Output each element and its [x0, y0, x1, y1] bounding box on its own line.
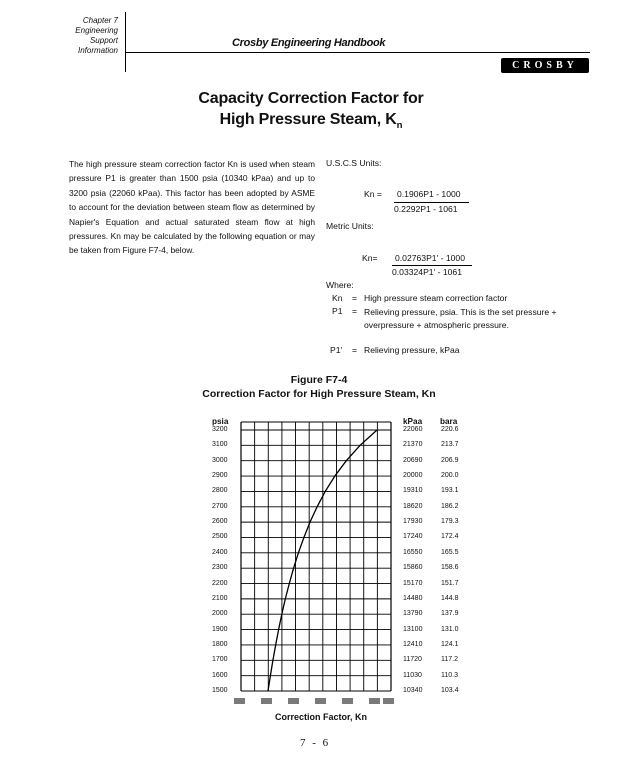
uscs-denominator: 0.2292P1 - 1061: [394, 202, 469, 214]
def-symbol: Kn: [332, 293, 343, 303]
x-marker: [288, 698, 299, 704]
psia-tick-label: 2400: [212, 548, 228, 556]
psia-tick-label: 3100: [212, 441, 228, 449]
bara-tick-label: 213.7: [441, 441, 459, 449]
bara-tick-label: 200.0: [441, 472, 459, 480]
psia-unit-label: psia: [212, 417, 229, 426]
chapter-line: Chapter 7: [82, 16, 118, 25]
chapter-line: Support: [89, 36, 118, 45]
psia-tick-label: 2000: [212, 610, 228, 618]
bara-tick-label: 172.4: [441, 533, 459, 541]
metric-denominator: 0.03324P1' - 1061: [392, 265, 472, 277]
psia-tick-label: 3000: [212, 456, 228, 464]
def-equals: =: [352, 293, 358, 303]
bara-tick-label: 103.4: [441, 687, 459, 694]
def-equals: =: [352, 306, 358, 316]
psia-tick-label: 1700: [212, 656, 228, 664]
bara-tick-label: 220.6: [441, 426, 459, 433]
kpaa-tick-label: 17240: [403, 533, 423, 541]
crosby-logo: CROSBY: [501, 58, 589, 73]
x-marker: [315, 698, 326, 704]
title-subscript: n: [396, 120, 403, 132]
x-marker: [261, 698, 272, 704]
psia-tick-label: 3200: [212, 426, 228, 433]
psia-tick-label: 2100: [212, 594, 228, 602]
def-text: Relieving pressure, psia. This is the set pressure + overpressure + atmospheric pressure.: [364, 307, 557, 330]
x-marker: [342, 698, 353, 704]
kpaa-tick-label: 12410: [403, 640, 423, 648]
kpaa-tick-label: 15170: [403, 579, 423, 587]
metric-numerator: 0.02763P1' - 1000: [395, 253, 465, 263]
def-text: High pressure steam correction factor: [364, 293, 508, 303]
bara-tick-label: 117.2: [441, 656, 458, 664]
bara-tick-label: 206.9: [441, 456, 459, 464]
psia-tick-label: 2800: [212, 487, 228, 495]
kpaa-tick-label: 13790: [403, 610, 423, 618]
def-text: Relieving pressure, kPaa: [364, 345, 460, 355]
psia-tick-label: 1800: [212, 640, 228, 648]
page-number: 7 - 6: [300, 737, 331, 749]
metric-lhs: Kn=: [362, 253, 378, 263]
chapter-line: Information: [77, 46, 118, 55]
bara-tick-label: 165.5: [441, 548, 459, 556]
bara-tick-label: 131.0: [441, 625, 459, 633]
kpaa-tick-label: 13100: [403, 625, 423, 633]
kpaa-tick-label: 19310: [403, 487, 423, 495]
x-marker: [369, 698, 380, 704]
kpaa-tick-label: 11030: [403, 671, 422, 679]
kpaa-tick-label: 16550: [403, 548, 423, 556]
uscs-numerator: 0.1906P1 - 1000: [397, 189, 461, 199]
def-symbol: P1': [330, 345, 343, 355]
bara-unit-label: bara: [440, 417, 458, 426]
kpaa-tick-label: 18620: [403, 502, 423, 510]
title-line-2-text: High Pressure Steam, K: [219, 111, 397, 128]
title-line-1: Capacity Correction Factor for: [198, 90, 424, 107]
x-marker: [234, 698, 245, 704]
def-symbol: P1: [332, 306, 343, 316]
where-label: Where:: [326, 280, 354, 290]
psia-tick-label: 1500: [212, 687, 228, 694]
handbook-title: Crosby Engineering Handbook: [232, 37, 386, 49]
x-marker: [383, 698, 394, 704]
kpaa-tick-label: 20000: [403, 472, 423, 480]
chapter-line: Engineering: [75, 26, 118, 35]
psia-tick-label: 2300: [212, 564, 228, 572]
figure-number: Figure F7-4: [290, 374, 348, 386]
bara-tick-label: 186.2: [441, 502, 459, 510]
bara-tick-label: 110.3: [441, 671, 458, 679]
bara-tick-label: 124.1: [441, 640, 459, 648]
bara-tick-label: 137.9: [441, 610, 459, 618]
bara-tick-label: 193.1: [441, 487, 459, 495]
bara-tick-label: 151.7: [441, 579, 459, 587]
def-equals: =: [352, 345, 358, 355]
kpaa-tick-label: 14480: [403, 594, 423, 602]
kpaa-unit-label: kPaa: [403, 417, 423, 426]
psia-tick-label: 2900: [212, 472, 228, 480]
kpaa-tick-label: 10340: [403, 687, 423, 694]
metric-label: Metric Units:: [326, 221, 374, 231]
kpaa-tick-label: 22060: [403, 426, 423, 433]
bara-tick-label: 144.8: [441, 594, 459, 602]
kpaa-tick-label: 11720: [403, 656, 422, 664]
bara-tick-label: 179.3: [441, 518, 459, 526]
bara-tick-label: 158.6: [441, 564, 459, 572]
kpaa-tick-label: 15860: [403, 564, 423, 572]
psia-tick-label: 2500: [212, 533, 228, 541]
psia-tick-label: 1900: [212, 625, 228, 633]
psia-tick-label: 1600: [212, 671, 228, 679]
uscs-lhs: Kn =: [364, 189, 382, 199]
kpaa-tick-label: 20690: [403, 456, 423, 464]
kpaa-tick-label: 17930: [403, 518, 423, 526]
intro-paragraph: The high pressure steam correction factor Kn is used when steam pressure P1 is greater than 1500 psia (10340 kPaa) and up to 3200 psia (22060 kPaa). This factor has been adopted by ASME to account for the deviation between steam flow as determined by Napier's Equation and actual saturated steam flow at high pressures. Kn may be calculated by the following equation or may be taken from Figure F7-4, below.: [69, 159, 315, 256]
psia-tick-label: 2600: [212, 518, 228, 526]
chart-grid: [241, 422, 391, 691]
x-axis-label: Correction Factor, Kn: [275, 712, 368, 722]
figure-caption: Correction Factor for High Pressure Steam, Kn: [202, 388, 436, 400]
kpaa-tick-label: 21370: [403, 441, 423, 449]
psia-tick-label: 2700: [212, 502, 228, 510]
uscs-label: U.S.C.S Units:: [326, 158, 382, 168]
psia-tick-label: 2200: [212, 579, 228, 587]
